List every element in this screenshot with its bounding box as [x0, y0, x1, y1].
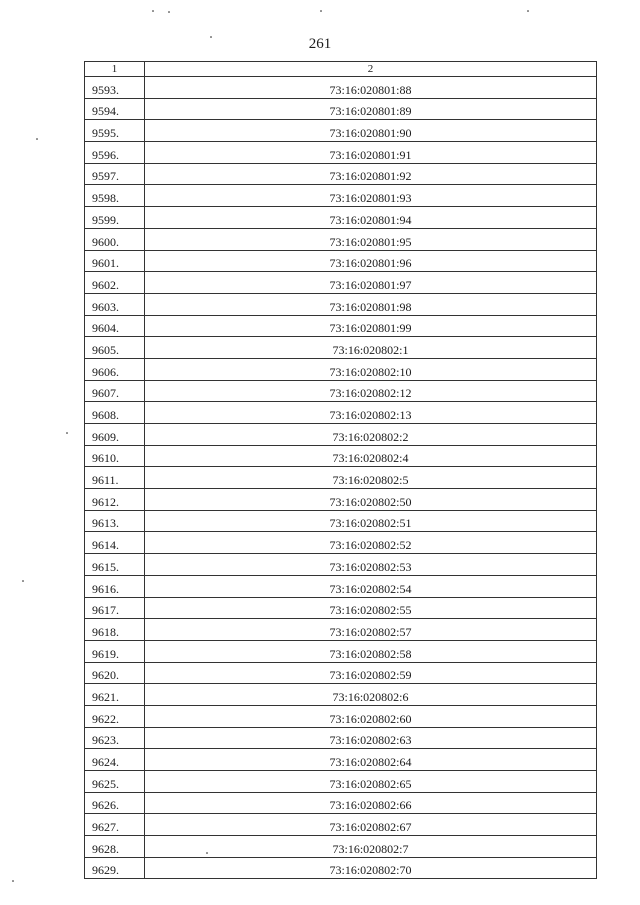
row-number: 9610. [85, 445, 145, 467]
row-number: 9615. [85, 554, 145, 576]
table-row [85, 77, 597, 99]
row-number: 9598. [85, 185, 145, 207]
table-row [85, 836, 597, 858]
row-number: 9601. [85, 250, 145, 272]
cadastral-number: 73:16:020801:91 [145, 142, 597, 164]
row-number: 9596. [85, 142, 145, 164]
cadastral-number: 73:16:020802:7 [145, 836, 597, 858]
cadastral-number: 73:16:020802:58 [145, 640, 597, 662]
cadastral-number: 73:16:020802:10 [145, 358, 597, 380]
row-number: 9618. [85, 619, 145, 641]
row-number: 9593. [85, 77, 145, 99]
table-row [85, 163, 597, 185]
row-number: 9609. [85, 424, 145, 446]
cadastral-number: 73:16:020802:66 [145, 792, 597, 814]
row-number: 9624. [85, 749, 145, 771]
cadastral-number: 73:16:020801:96 [145, 250, 597, 272]
row-number: 9616. [85, 575, 145, 597]
row-number: 9628. [85, 836, 145, 858]
row-number: 9602. [85, 272, 145, 294]
cadastral-number: 73:16:020801:93 [145, 185, 597, 207]
cadastral-number: 73:16:020801:88 [145, 77, 597, 99]
cadastral-number: 73:16:020801:89 [145, 98, 597, 120]
table-row [85, 705, 597, 727]
table-row [85, 228, 597, 250]
table-row [85, 619, 597, 641]
table-row [85, 293, 597, 315]
row-number: 9612. [85, 489, 145, 511]
row-number: 9607. [85, 380, 145, 402]
cadastral-number: 73:16:020802:13 [145, 402, 597, 424]
row-number: 9625. [85, 771, 145, 793]
cadastral-number: 73:16:020801:98 [145, 293, 597, 315]
cadastral-number: 73:16:020801:94 [145, 207, 597, 229]
row-number: 9605. [85, 337, 145, 359]
cadastral-number: 73:16:020802:59 [145, 662, 597, 684]
cadastral-number: 73:16:020802:70 [145, 857, 597, 879]
cadastral-number: 73:16:020801:99 [145, 315, 597, 337]
table-row [85, 597, 597, 619]
row-number: 9622. [85, 705, 145, 727]
cadastral-number: 73:16:020802:1 [145, 337, 597, 359]
row-number: 9626. [85, 792, 145, 814]
table-row [85, 445, 597, 467]
cadastral-number: 73:16:020802:6 [145, 684, 597, 706]
cadastral-number: 73:16:020802:60 [145, 705, 597, 727]
cadastral-number: 73:16:020802:51 [145, 510, 597, 532]
table-row [85, 684, 597, 706]
cadastral-number: 73:16:020802:64 [145, 749, 597, 771]
page-number: 261 [308, 36, 332, 52]
cadastral-number: 73:16:020802:2 [145, 424, 597, 446]
row-number: 9606. [85, 358, 145, 380]
table-row [85, 402, 597, 424]
table-row [85, 185, 597, 207]
cadastral-number: 73:16:020802:65 [145, 771, 597, 793]
table-row [85, 749, 597, 771]
cadastral-number: 73:16:020801:97 [145, 272, 597, 294]
cadastral-number: 73:16:020801:95 [145, 228, 597, 250]
row-number: 9600. [85, 228, 145, 250]
row-number: 9617. [85, 597, 145, 619]
row-number: 9599. [85, 207, 145, 229]
row-number: 9619. [85, 640, 145, 662]
cadastral-number: 73:16:020802:63 [145, 727, 597, 749]
cadastral-number: 73:16:020802:4 [145, 445, 597, 467]
table-row [85, 575, 597, 597]
cadastral-number: 73:16:020802:12 [145, 380, 597, 402]
scan-speck [168, 11, 170, 13]
table-row [85, 380, 597, 402]
scan-speck [527, 10, 529, 12]
table-row [85, 640, 597, 662]
cadastral-number: 73:16:020801:90 [145, 120, 597, 142]
cadastral-number: 73:16:020802:67 [145, 814, 597, 836]
scan-speck [22, 580, 24, 582]
row-number: 9604. [85, 315, 145, 337]
row-number: 9611. [85, 467, 145, 489]
table-row [85, 358, 597, 380]
cadastral-number: 73:16:020802:55 [145, 597, 597, 619]
table-row [85, 120, 597, 142]
scan-speck [66, 432, 68, 434]
scan-speck [36, 138, 38, 140]
row-number: 9594. [85, 98, 145, 120]
table-row [85, 424, 597, 446]
cadastral-table [84, 61, 597, 879]
row-number: 9629. [85, 857, 145, 879]
table-row [85, 272, 597, 294]
table-row [85, 142, 597, 164]
cadastral-number: 73:16:020802:54 [145, 575, 597, 597]
table-row [85, 814, 597, 836]
table-row [85, 207, 597, 229]
cadastral-number: 73:16:020802:53 [145, 554, 597, 576]
row-number: 9621. [85, 684, 145, 706]
table-row [85, 98, 597, 120]
table-row [85, 337, 597, 359]
table-row [85, 554, 597, 576]
scan-speck [210, 36, 212, 38]
table-body [85, 77, 597, 879]
table-row [85, 532, 597, 554]
table-row [85, 771, 597, 793]
scan-speck [320, 10, 322, 12]
table-row [85, 467, 597, 489]
row-number: 9595. [85, 120, 145, 142]
row-number: 9614. [85, 532, 145, 554]
row-number: 9623. [85, 727, 145, 749]
scan-speck [206, 852, 208, 854]
row-number: 9597. [85, 163, 145, 185]
row-number: 9603. [85, 293, 145, 315]
table-row [85, 662, 597, 684]
table-row [85, 489, 597, 511]
scan-speck [12, 880, 14, 882]
table-row [85, 727, 597, 749]
table-row [85, 510, 597, 532]
table-row [85, 792, 597, 814]
cadastral-number: 73:16:020802:52 [145, 532, 597, 554]
row-number: 9608. [85, 402, 145, 424]
table-row [85, 315, 597, 337]
cadastral-number: 73:16:020802:50 [145, 489, 597, 511]
scan-speck [152, 10, 154, 12]
table-row [85, 250, 597, 272]
table-row [85, 857, 597, 879]
cadastral-number: 73:16:020801:92 [145, 163, 597, 185]
row-number: 9613. [85, 510, 145, 532]
row-number: 9620. [85, 662, 145, 684]
column-header-2: 2 [145, 62, 597, 77]
table-header-row [85, 62, 597, 77]
cadastral-number: 73:16:020802:57 [145, 619, 597, 641]
column-header-1: 1 [85, 62, 145, 77]
cadastral-number: 73:16:020802:5 [145, 467, 597, 489]
row-number: 9627. [85, 814, 145, 836]
